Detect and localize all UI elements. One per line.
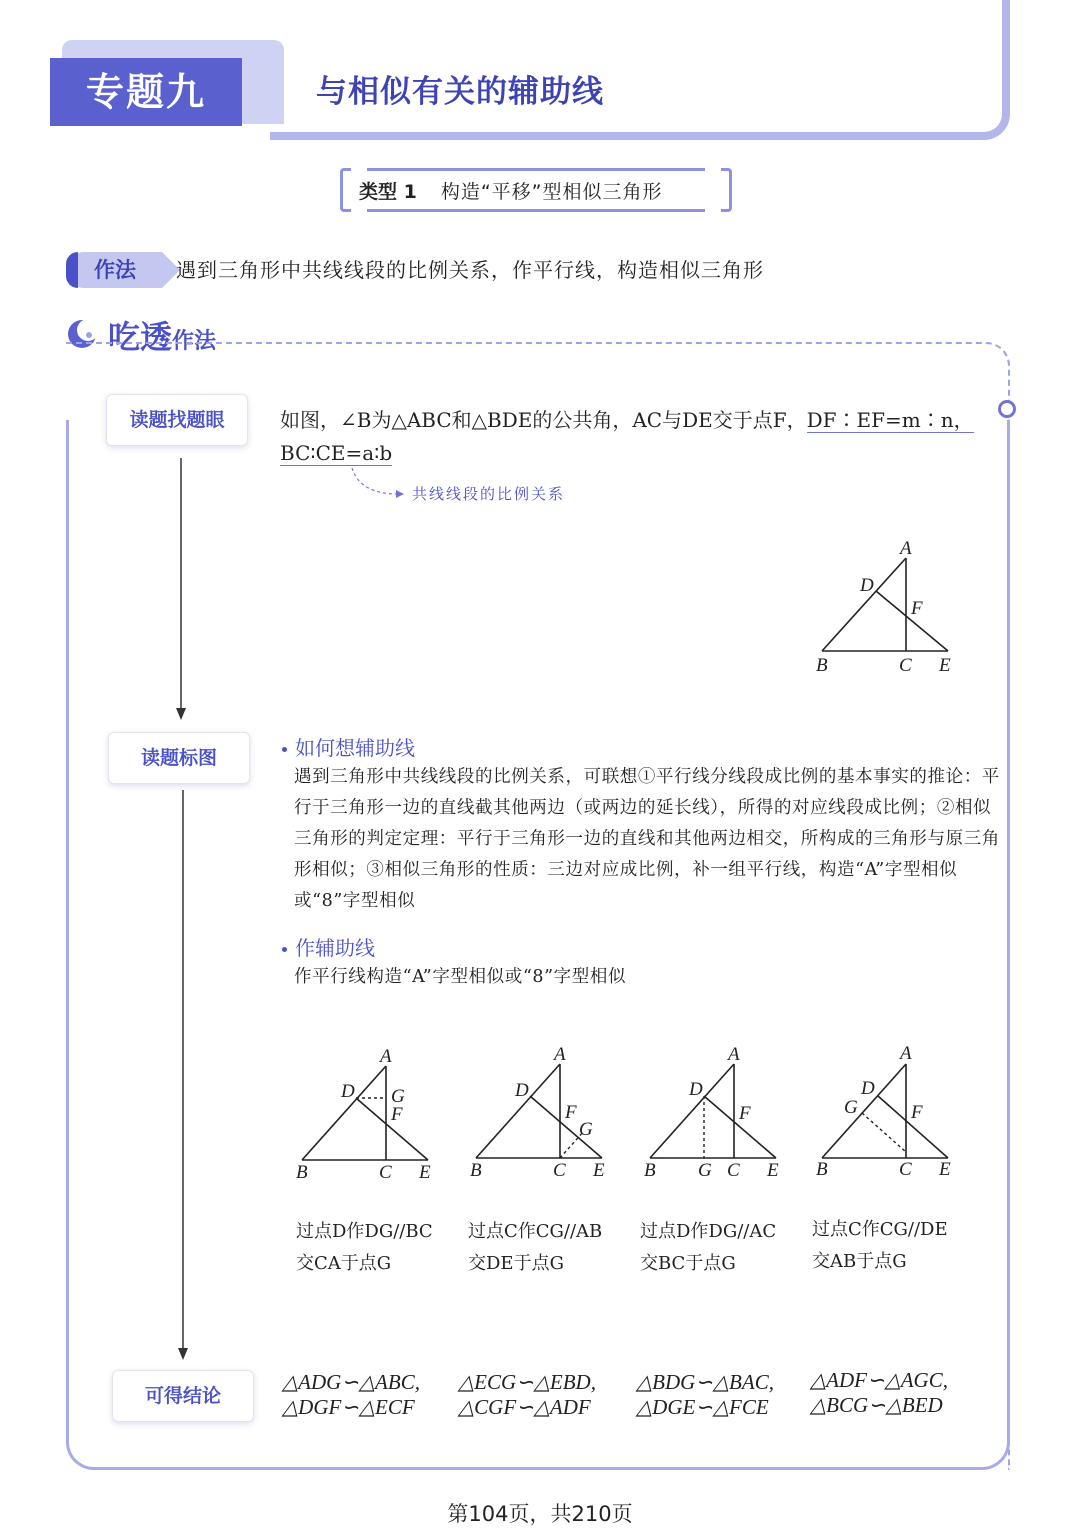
- label-A: A: [900, 538, 912, 559]
- svg-text:G: G: [579, 1119, 593, 1140]
- how-to-think-heading: 如何想辅助线: [282, 732, 415, 761]
- svg-text:C: C: [899, 1159, 912, 1180]
- step-conclusion: 可得结论: [112, 1370, 254, 1422]
- figure-4-caption: 过点C作CG//DE 交AB于点G: [812, 1219, 948, 1272]
- figure-1: [296, 1046, 431, 1183]
- conclusion-4: △ADF∽△AGC, △BCG∽△BED: [810, 1368, 948, 1417]
- svg-text:D: D: [341, 1081, 355, 1102]
- how-to-think-body: 遇到三角形中共线线段的比例关系，可联想①平行线分线段成比例的基本事实的推论：平行于三角形一边的直线截其他两边（或两边的延长线），所得的对应线段成比例；②相似三角形的判定定理：平行于三角形一边的直线和其他两边相交，所构成的三角形与原三角形相似；③相似三角形的性质：三边对应成比例，补一组平行线，构造“A”字型相似或“8”字型相似: [294, 767, 1000, 911]
- conclusion-1: △ADG∽△ABC, △DGF∽△ECF: [282, 1370, 420, 1419]
- collinear-ratio-note: 共线线段的比例关系: [412, 485, 566, 503]
- topic-tag: 专题九: [50, 58, 242, 126]
- question-ratio-bc-ce: BC∶CE=a∶b: [280, 441, 393, 465]
- svg-text:E: E: [419, 1162, 431, 1183]
- figure-3: [644, 1044, 779, 1181]
- svg-text:A: A: [900, 1043, 912, 1064]
- svg-text:B: B: [816, 1159, 828, 1180]
- draw-aux-body: 作平行线构造“A”字型相似或“8”字型相似: [294, 967, 627, 987]
- svg-text:F: F: [739, 1103, 751, 1124]
- eat-through-big: 吃透: [108, 318, 173, 356]
- eat-through-small: 作法: [172, 329, 217, 354]
- step-read-diagram: 读题标图: [108, 732, 250, 784]
- svg-text:E: E: [939, 1159, 951, 1180]
- label-F: F: [911, 598, 923, 619]
- svg-text:D: D: [515, 1080, 529, 1101]
- method-text: 遇到三角形中共线线段的比例关系，作平行线，构造相似三角形: [176, 258, 764, 282]
- svg-text:B: B: [296, 1162, 308, 1183]
- conclusion-2: △ECG∽△EBD, △CGF∽△ADF: [458, 1370, 596, 1419]
- label-C: C: [899, 655, 912, 676]
- svg-text:D: D: [861, 1078, 875, 1099]
- step-read-eye: 读题找题眼: [106, 394, 248, 446]
- svg-text:A: A: [380, 1046, 392, 1067]
- figure-2-caption: 过点C作CG//AB 交DE于点G: [468, 1221, 603, 1274]
- type-label: 类型 1: [359, 180, 417, 203]
- svg-text:B: B: [470, 1160, 482, 1181]
- draw-aux-heading: 作辅助线: [282, 932, 375, 961]
- page-title: 与相似有关的辅助线: [316, 74, 604, 110]
- label-D: D: [860, 575, 874, 596]
- svg-text:G: G: [391, 1086, 405, 1107]
- svg-text:F: F: [391, 1104, 403, 1125]
- svg-text:B: B: [644, 1160, 656, 1181]
- label-E: E: [939, 655, 951, 676]
- question-ratio-df-ef: DF∶EF=m∶n，: [806, 408, 974, 432]
- conclusion-3: △BDG∽△BAC, △DGE∽△FCE: [636, 1370, 774, 1419]
- type-title: 构造“平移”型相似三角形: [440, 180, 663, 203]
- question-part-a: 如图，∠B为△ABC和△BDE的公共角，AC与DE交于点F，: [280, 408, 807, 432]
- figure-4: [816, 1043, 951, 1180]
- svg-text:F: F: [911, 1102, 923, 1123]
- svg-text:G: G: [698, 1160, 712, 1181]
- svg-text:C: C: [553, 1160, 566, 1181]
- svg-text:A: A: [728, 1044, 740, 1065]
- figure-2: [470, 1044, 605, 1181]
- figure-1-caption: 过点D作DG//BC 交CA于点G: [296, 1221, 433, 1274]
- svg-text:C: C: [727, 1160, 740, 1181]
- svg-text:A: A: [554, 1044, 566, 1065]
- svg-text:F: F: [565, 1102, 577, 1123]
- svg-text:C: C: [379, 1162, 392, 1183]
- figure-3-caption: 过点D作DG//AC 交BC于点G: [640, 1221, 777, 1274]
- svg-text:E: E: [593, 1160, 605, 1181]
- label-B: B: [816, 655, 828, 676]
- svg-text:G: G: [844, 1097, 858, 1118]
- method-tag: 作法: [66, 252, 162, 288]
- svg-text:D: D: [689, 1079, 703, 1100]
- svg-text:E: E: [767, 1160, 779, 1181]
- page-number: 第104页，共210页: [447, 1502, 633, 1526]
